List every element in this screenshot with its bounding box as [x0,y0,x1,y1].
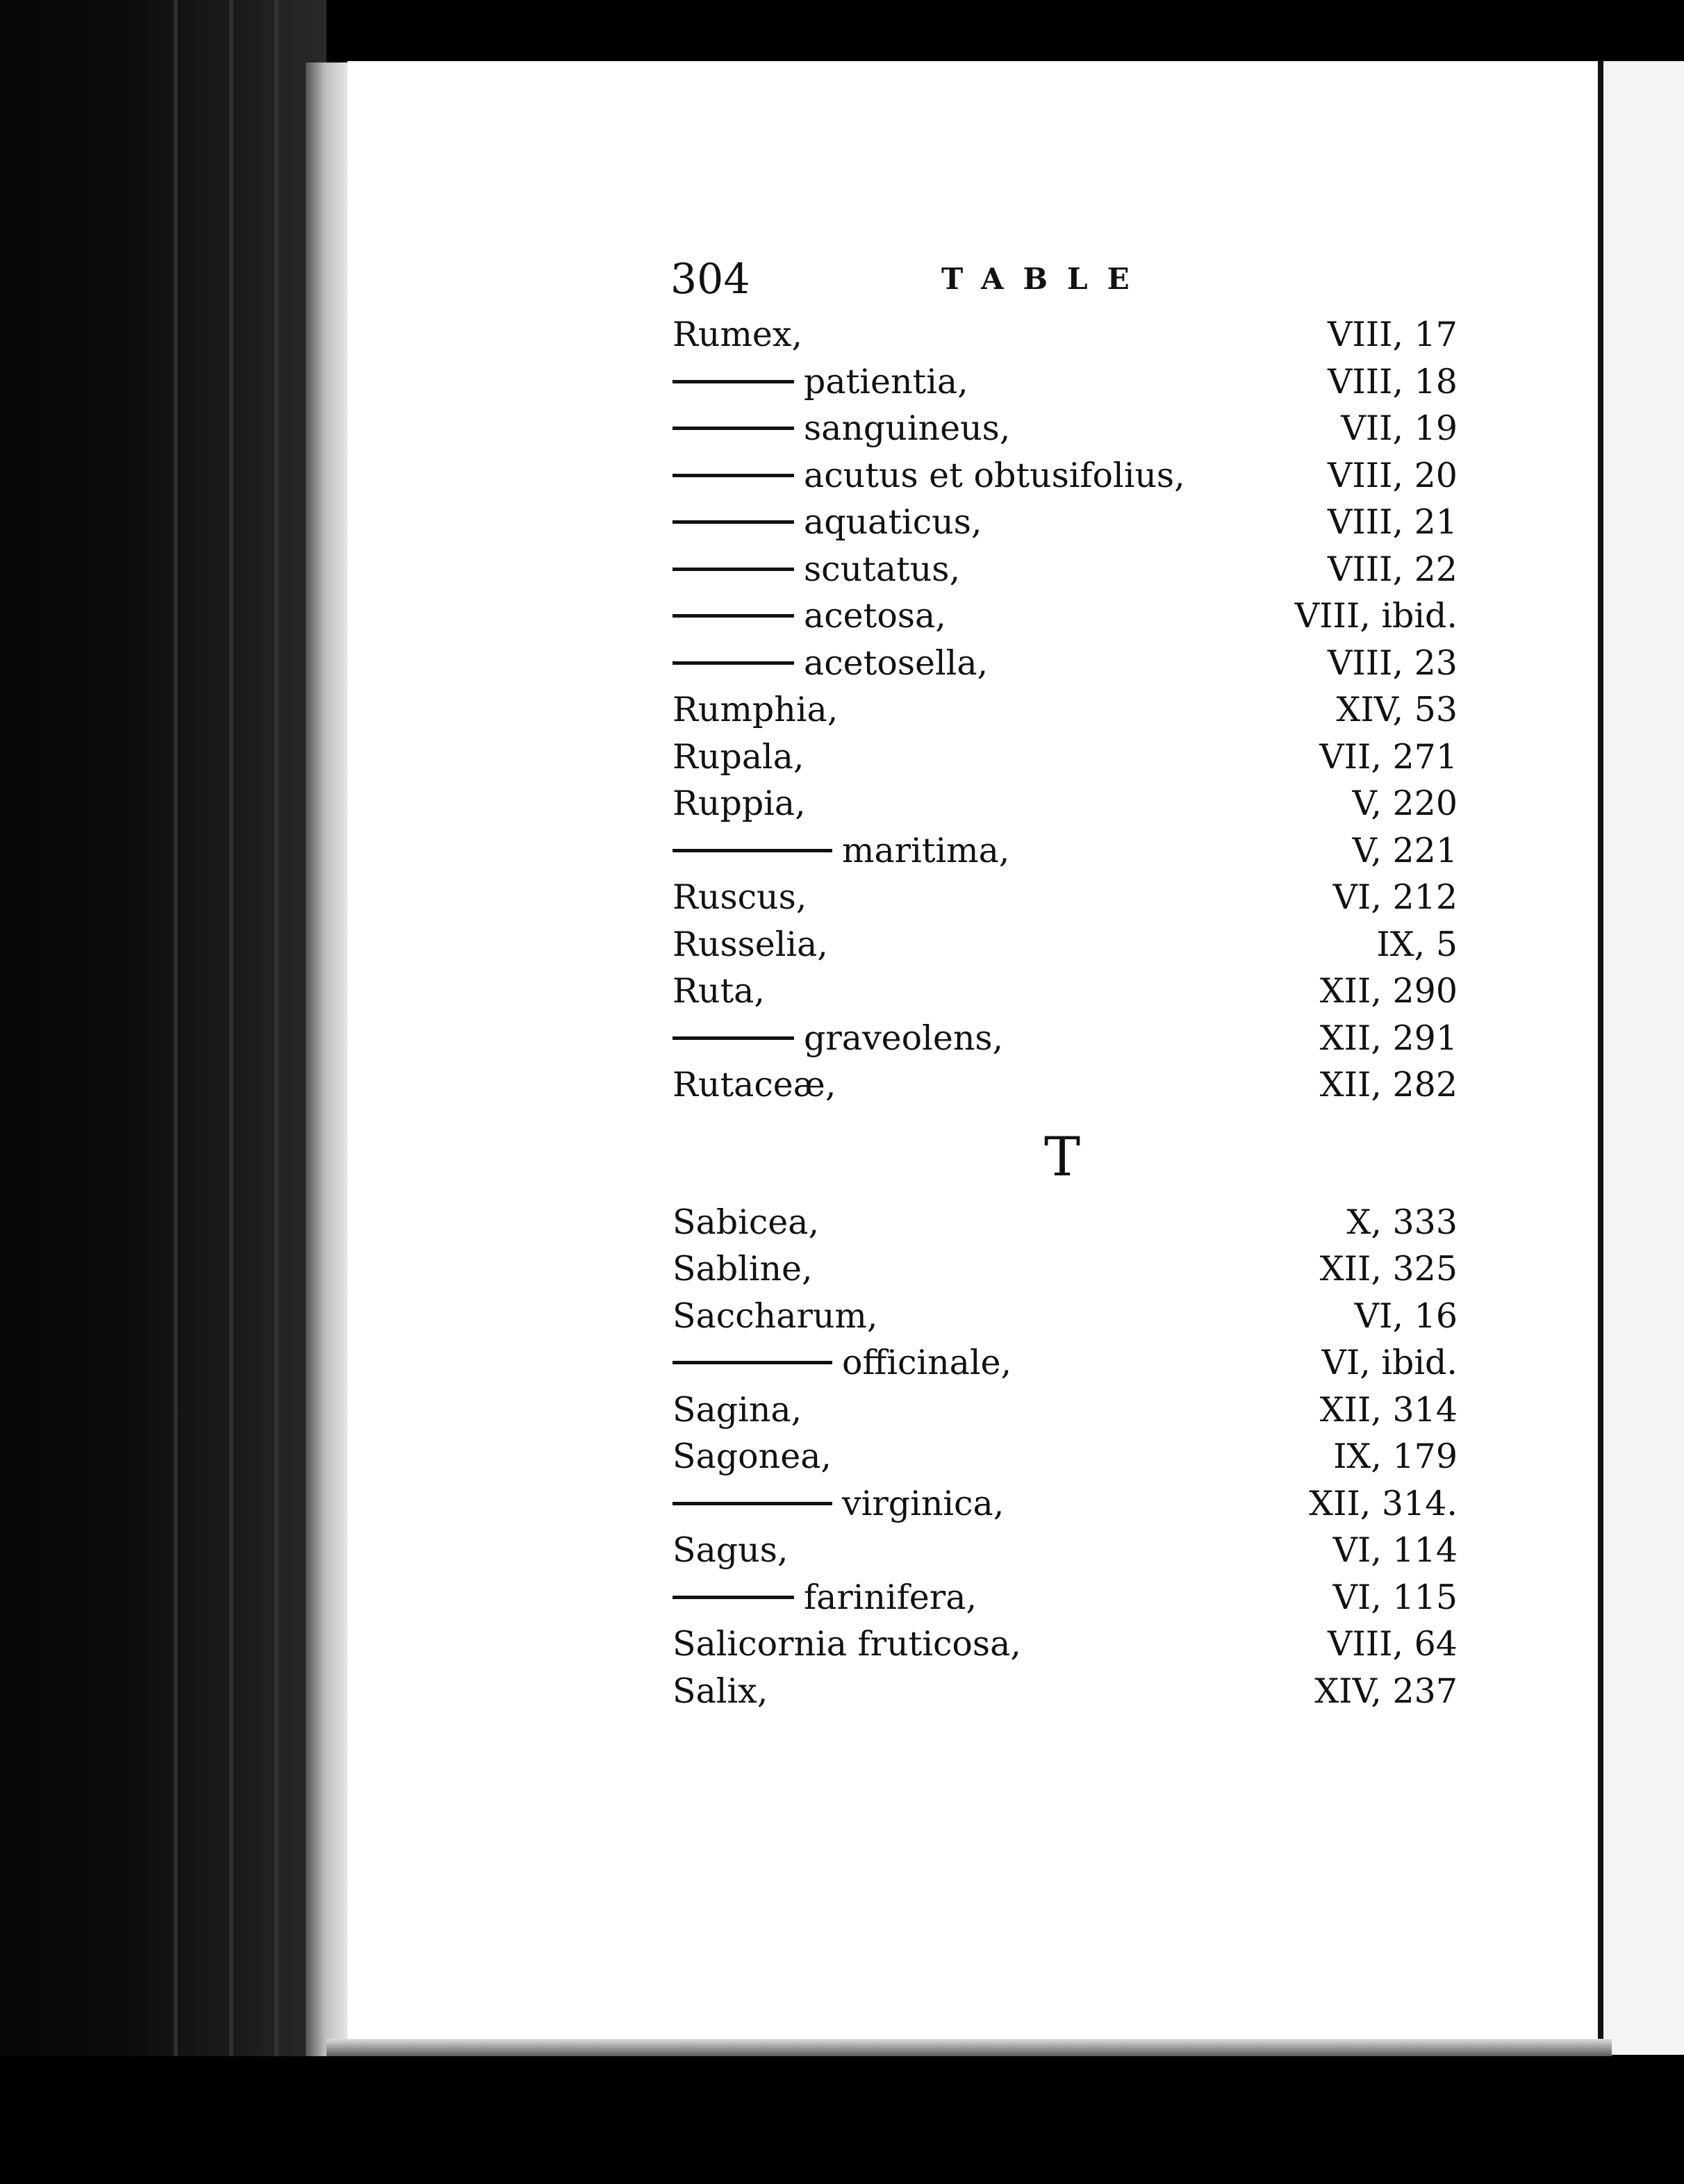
entry-name-text: Salicornia fruticosa, [672,1624,1021,1664]
entry-reference: VI, ibid. [1321,1343,1458,1382]
entry-name-text: Rutaceæ, [672,1065,836,1105]
index-entry [672,1621,1458,1668]
entry-name [672,877,807,918]
index-entry [672,1061,1458,1109]
index-group-s [672,1199,1458,1715]
section-letter: T [1044,1125,1081,1189]
index-entry [672,358,1458,406]
entry-name-text: Sagus, [672,1530,789,1570]
ditto-dash [672,1596,794,1599]
entry-name [672,1530,788,1571]
entry-reference: V, 220 [1352,784,1458,823]
entry-reference: XII, 325 [1319,1249,1458,1289]
entry-name [672,970,765,1012]
index-entry [672,1574,1458,1621]
entry-reference: VIII, ibid. [1294,596,1458,636]
ditto-dash [672,380,794,383]
entry-reference: X, 333 [1346,1202,1458,1242]
entry-reference: VIII, 18 [1328,361,1458,402]
entry-name [672,736,804,778]
ditto-dash [672,1361,832,1364]
ditto-dash [672,1502,832,1505]
entry-name [672,924,828,966]
index-entry [672,827,1458,875]
entry-reference: VIII, 21 [1328,502,1458,542]
index-entry [672,780,1458,827]
entry-name [672,1623,1021,1665]
entry-name-text: acutus et obtusifolius, [804,455,1185,495]
entry-reference: XII, 282 [1319,1065,1458,1105]
entry-name-text: Saccharum, [672,1296,878,1336]
entry-reference: VIII, 20 [1328,455,1458,495]
ditto-dash [672,568,794,571]
entry-name [672,549,960,590]
entry-reference: IX, 179 [1333,1437,1458,1476]
entry-reference: VI, 16 [1354,1296,1458,1336]
entry-name-text: maritima, [842,830,1010,870]
entry-reference: XII, 314. [1309,1483,1458,1523]
entry-name-text: virginica, [842,1483,1005,1523]
index-list [672,311,1458,1714]
entry-name-text: Ruta, [672,971,765,1011]
entry-name-text: Sagonea, [672,1437,832,1476]
entry-name [672,1296,877,1337]
index-entry [672,1339,1458,1387]
entry-name [672,1064,836,1106]
entry-name-text: acetosella, [804,643,989,683]
index-entry [672,593,1458,640]
entry-reference: V, 221 [1352,830,1458,870]
entry-name [672,1389,802,1431]
ditto-dash [672,427,794,430]
scan-streak [229,0,233,2184]
entry-name-text: Ruppia, [672,784,806,823]
index-entry [672,734,1458,781]
entry-name-text: farinifera, [804,1577,977,1617]
scan-streak [274,0,279,2184]
index-entry [672,1387,1458,1434]
index-entry [672,1293,1458,1340]
entry-name [672,502,982,543]
entry-name-text: acetosa, [804,596,946,636]
entry-name [672,455,1185,497]
scan-streak [174,0,178,2184]
entry-name [672,1018,1003,1059]
entry-name [672,689,838,731]
entry-name-text: Rumphia, [672,690,839,729]
ditto-dash [672,474,794,477]
running-title: TABLE [941,262,1149,296]
entry-name [672,1342,1012,1384]
index-entry [672,921,1458,968]
ditto-dash [672,849,832,852]
entry-name [672,1671,768,1712]
entry-name-text: officinale, [842,1343,1012,1382]
entry-reference: VII, 19 [1341,408,1458,448]
entry-name-text: Russelia, [672,924,828,964]
index-entry [672,968,1458,1015]
ditto-dash [672,661,794,665]
entry-name [672,1436,832,1478]
entry-name [672,643,988,684]
entry-name [672,1577,977,1619]
entry-reference: XII, 314 [1319,1389,1458,1430]
entry-name-text: Sagina, [672,1389,802,1430]
entry-name-text: Rupala, [672,736,804,777]
index-entry [672,1668,1458,1715]
scan-border-bottom [0,2056,1684,2184]
entry-name-text: Rumex, [672,315,803,354]
entry-reference: VIII, 22 [1328,549,1458,589]
entry-reference: IX, 5 [1376,924,1458,964]
page-number: 304 [670,255,750,304]
entry-reference: VI, 212 [1332,877,1458,917]
index-entry [672,640,1458,687]
index-entry [672,1246,1458,1293]
entry-reference: VIII, 17 [1328,315,1458,354]
entry-name [672,1248,813,1290]
entry-reference: XIV, 237 [1314,1671,1458,1711]
entry-name [672,1483,1004,1525]
index-entry [672,546,1458,593]
entry-name-text: sanguineus, [804,408,1011,448]
section-letter-heading [672,1109,1458,1199]
ditto-dash [672,520,794,524]
entry-reference: VI, 115 [1332,1577,1458,1617]
index-entry [672,686,1458,734]
ditto-dash [672,614,794,618]
entry-name [672,595,946,637]
entry-name-text: Ruscus, [672,877,807,917]
index-entry [672,1480,1458,1528]
index-entry [672,452,1458,499]
entry-name [672,361,968,403]
entry-reference: XII, 290 [1319,971,1458,1011]
entry-name-text: scutatus, [804,549,961,589]
entry-name-text: Sabicea, [672,1202,820,1242]
entry-name [672,408,1010,449]
index-entry [672,874,1458,921]
index-group-r [672,311,1458,1109]
entry-name [672,783,806,825]
entry-reference: VIII, 64 [1328,1624,1458,1664]
index-entry [672,311,1458,358]
entry-reference: XIV, 53 [1336,690,1458,729]
index-entry [672,499,1458,546]
index-entry [672,1015,1458,1062]
index-entry [672,1199,1458,1246]
page-header [670,251,1469,307]
entry-name [672,314,802,356]
index-entry [672,1433,1458,1480]
entry-reference: VII, 271 [1319,736,1458,777]
entry-reference: VI, 114 [1332,1530,1458,1570]
entry-name-text: Salix, [672,1671,768,1711]
ditto-dash [672,1036,794,1040]
entry-name-text: graveolens, [804,1018,1004,1058]
index-entry [672,405,1458,452]
entry-reference: VIII, 23 [1328,643,1458,683]
index-entry [672,1527,1458,1574]
entry-name-text: Sabline, [672,1249,813,1289]
entry-name-text: patientia, [804,361,968,402]
entry-name [672,830,1009,872]
entry-reference: XII, 291 [1319,1018,1458,1058]
entry-name-text: aquaticus, [804,502,982,542]
entry-name [672,1202,819,1243]
facing-page-edge [1598,61,1684,2055]
